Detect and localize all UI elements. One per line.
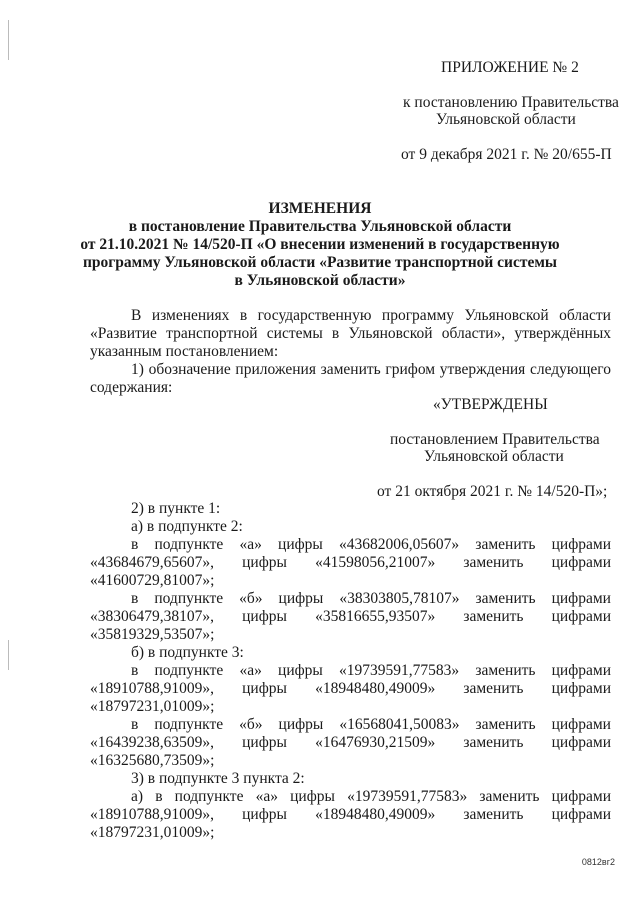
item-2a-b-line-1 bbox=[131, 590, 611, 608]
title-line-1: ИЗМЕНЕНИЯ bbox=[268, 200, 372, 217]
word: «18948480,49009» bbox=[315, 806, 436, 823]
word: цифры bbox=[278, 662, 323, 679]
word: подпункте bbox=[154, 716, 224, 733]
word: государственную bbox=[257, 307, 372, 324]
word: цифрами bbox=[551, 734, 611, 751]
word: цифры bbox=[242, 554, 287, 571]
item-3-heading: 3) в подпункте 3 пункта 2: bbox=[131, 770, 305, 787]
word: цифрами bbox=[551, 608, 611, 625]
item-2b-b-line-2 bbox=[90, 734, 611, 752]
word: Ульяновской bbox=[348, 325, 433, 342]
item-2a-b-line-2 bbox=[90, 608, 611, 626]
word: «б» bbox=[239, 590, 263, 607]
word: цифры bbox=[278, 536, 323, 553]
word: цифрами bbox=[551, 536, 611, 553]
word: утверждения bbox=[439, 361, 526, 378]
intro-line-3: указанным постановлением: bbox=[90, 343, 279, 360]
item-2b-a-line-1 bbox=[131, 662, 611, 680]
word: цифрами bbox=[551, 554, 611, 571]
title-line-5: в Ульяновской области» bbox=[234, 272, 406, 289]
appendix-number: ПРИЛОЖЕНИЕ № 2 bbox=[441, 59, 579, 76]
word: обозначение bbox=[148, 361, 231, 378]
scan-edge-mark-2 bbox=[8, 640, 9, 670]
word: цифрами bbox=[551, 806, 611, 823]
word: 1) bbox=[131, 361, 144, 378]
word: цифрами bbox=[551, 680, 611, 697]
word: области bbox=[559, 307, 611, 324]
item-3a-line-3: «18797231,01009»; bbox=[90, 824, 215, 841]
item-2b-b-line-1 bbox=[131, 716, 611, 734]
header-line-2: Ульяновской области bbox=[436, 111, 576, 128]
title-line-4: программу Ульяновской области «Развитие транспортной системы bbox=[82, 254, 558, 271]
item-2-heading: 2) в пункте 1: bbox=[131, 500, 221, 517]
word: заменить bbox=[320, 361, 381, 378]
word: «а» bbox=[239, 536, 262, 553]
word: в bbox=[131, 590, 139, 607]
word: «38306479,38107», bbox=[90, 608, 214, 625]
word: цифры bbox=[242, 608, 287, 625]
word: подпункте bbox=[174, 788, 244, 805]
item-1-line-1 bbox=[131, 361, 611, 379]
word: заменить bbox=[463, 554, 524, 571]
title-line-3: от 21.10.2021 № 14/520-П «О внесении изменений в государственную bbox=[80, 236, 560, 253]
word: «35816655,93507» bbox=[315, 608, 436, 625]
word: заменить bbox=[475, 536, 536, 553]
footer-code: 0812вг2 bbox=[581, 857, 615, 867]
approval-line-1: «УТВЕРЖДЕНЫ bbox=[433, 396, 548, 413]
word: цифрами bbox=[551, 788, 611, 805]
word: транспортной bbox=[166, 325, 258, 342]
word: программу bbox=[381, 307, 455, 324]
item-2b-a-line-2 bbox=[90, 680, 611, 698]
item-2b-a-line-3: «18797231,01009»; bbox=[90, 698, 215, 715]
word: заменить bbox=[475, 716, 536, 733]
approval-line-3: Ульяновской области bbox=[424, 448, 564, 465]
word: В bbox=[131, 307, 142, 324]
item-2b-b-line-3: «16325680,73509»; bbox=[90, 752, 215, 769]
word: в bbox=[239, 307, 248, 324]
header-date: от 9 декабря 2021 г. № 20/655-П bbox=[401, 146, 612, 163]
intro-line-2 bbox=[90, 325, 611, 343]
word: грифом bbox=[385, 361, 436, 378]
word: цифры bbox=[242, 734, 287, 751]
word: «Развитие bbox=[90, 325, 157, 342]
word: «38303805,78107» bbox=[339, 590, 460, 607]
word: «18910788,91009», bbox=[90, 806, 214, 823]
word: подпункте bbox=[154, 590, 224, 607]
word: заменить bbox=[475, 662, 536, 679]
item-3a-line-1 bbox=[131, 788, 611, 806]
word: Ульяновской bbox=[464, 307, 549, 324]
word: «а» bbox=[239, 662, 262, 679]
word: цифрами bbox=[551, 662, 611, 679]
word: заменить bbox=[463, 608, 524, 625]
item-3a-line-2 bbox=[90, 806, 611, 824]
word: цифры bbox=[290, 788, 335, 805]
word: в bbox=[155, 788, 163, 805]
word: цифры bbox=[278, 590, 324, 607]
word: следующего bbox=[529, 361, 611, 378]
word: области», bbox=[441, 325, 506, 342]
word: цифры bbox=[242, 806, 287, 823]
word: заменить bbox=[463, 806, 524, 823]
word: в bbox=[131, 716, 139, 733]
word: «а» bbox=[255, 788, 278, 805]
word: приложения bbox=[235, 361, 316, 378]
word: в bbox=[131, 662, 139, 679]
word: в bbox=[331, 325, 340, 342]
word: «б» bbox=[239, 716, 263, 733]
word: цифры bbox=[242, 680, 287, 697]
word: подпункте bbox=[154, 662, 224, 679]
approval-line-2: постановлением Правительства bbox=[390, 431, 600, 448]
intro-line-1 bbox=[131, 307, 611, 325]
word: изменениях bbox=[151, 307, 230, 324]
title-line-2: в постановление Правительства Ульяновской области bbox=[128, 218, 512, 235]
word: заменить bbox=[463, 680, 524, 697]
word: «18910788,91009», bbox=[90, 680, 214, 697]
word: «16476930,21509» bbox=[315, 734, 436, 751]
item-2a-a-line-3: «41600729,81007»; bbox=[90, 572, 215, 589]
word: «16439238,63509», bbox=[90, 734, 214, 751]
item-2a-a-line-1 bbox=[131, 536, 611, 554]
word: «16568041,50083» bbox=[339, 716, 460, 733]
word: цифрами bbox=[551, 716, 611, 733]
word: «19739591,77583» bbox=[347, 788, 468, 805]
item-2a-b-line-3: «35819329,53507»; bbox=[90, 626, 215, 643]
word: цифрами bbox=[551, 590, 611, 607]
word: утверждённых bbox=[514, 325, 611, 342]
item-2a-heading: а) в подпункте 2: bbox=[131, 518, 243, 535]
word: а) bbox=[131, 788, 144, 805]
item-2a-a-line-2 bbox=[90, 554, 611, 572]
word: заменить bbox=[463, 734, 524, 751]
word: «41598056,21007» bbox=[315, 554, 436, 571]
scan-edge-mark bbox=[8, 20, 9, 60]
word: подпункте bbox=[154, 536, 224, 553]
approval-line-4: от 21 октября 2021 г. № 14/520-П»; bbox=[377, 483, 608, 500]
word: «18948480,49009» bbox=[315, 680, 436, 697]
item-1-line-2: содержания: bbox=[90, 379, 173, 396]
word: «43684679,65607», bbox=[90, 554, 214, 571]
word: системы bbox=[266, 325, 323, 342]
word: цифры bbox=[278, 716, 324, 733]
word: заменить bbox=[475, 590, 536, 607]
word: заменить bbox=[479, 788, 540, 805]
word: «43682006,05607» bbox=[339, 536, 460, 553]
header-line-1: к постановлению Правительства bbox=[403, 94, 619, 111]
word: «19739591,77583» bbox=[339, 662, 460, 679]
word: в bbox=[131, 536, 139, 553]
item-2b-heading: б) в подпункте 3: bbox=[131, 644, 244, 661]
